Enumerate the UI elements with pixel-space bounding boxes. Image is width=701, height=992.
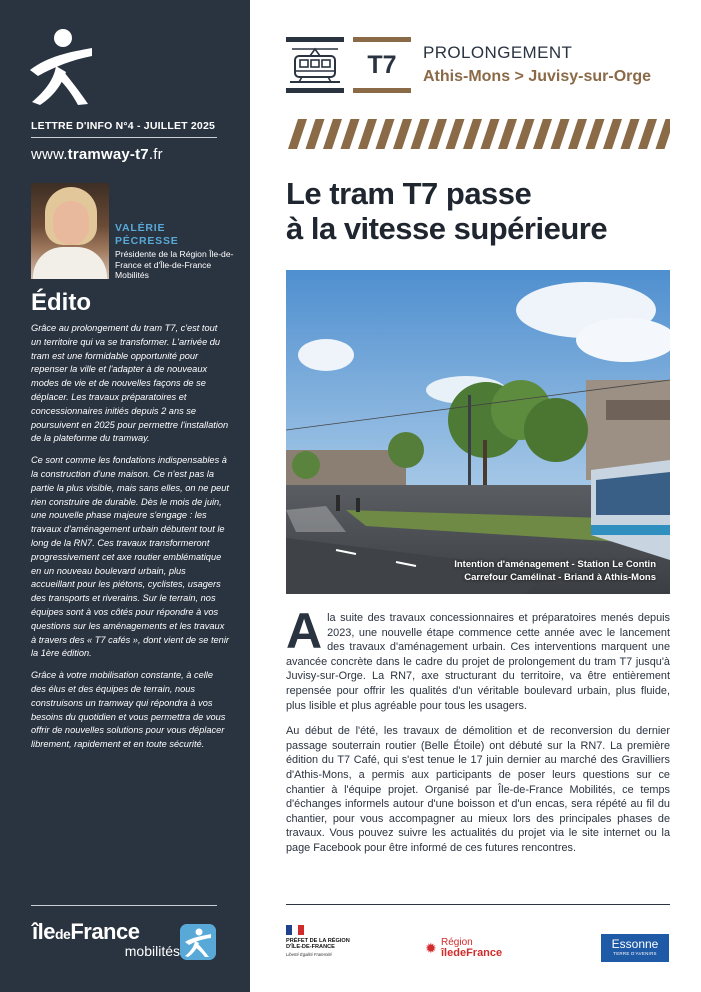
stripe xyxy=(306,119,325,149)
person-last-name: PÉCRESSE xyxy=(115,235,179,247)
stripe xyxy=(656,119,671,149)
sidebar-divider xyxy=(31,905,217,906)
prefet-motto: Liberté Égalité Fraternité xyxy=(286,952,332,958)
stripe xyxy=(446,119,465,149)
headline-line-1: Le tram T7 passe xyxy=(286,176,532,211)
stripe xyxy=(568,119,587,149)
article-paragraph-2: Au début de l'été, les travaux de démolition et de reconversion du dernier passage souterrain routier (Belle Étoile) ont débuté sur la RN7. La première édition du T7 Café, qui s'est tenue le 17 juin dernier au marché des Gravilliers d'Athis-Mons, a permis aux participants de poser leurs questions sur ce chantier à l'équipe projet. Organisé par Île-de-France Mobilités, ce temps d'échanges informels autour d'une boisson et d'un encas, sera répété au fil du chantier, pour vous accompagner au mieux lors des principales phases de travaux. Vous pouvez suivre les actualités du projet via le site internet ou la page Facebook pour être informé de ces futures rencontres. xyxy=(286,725,670,854)
brand-de: de xyxy=(54,926,71,942)
stripe xyxy=(376,119,395,149)
region-star-icon: ✹ xyxy=(425,940,437,956)
brand-france: France xyxy=(70,919,140,944)
stripe xyxy=(516,119,535,149)
website-domain: tramway-t7 xyxy=(67,146,149,163)
headline-line-2: à la vitesse supérieure xyxy=(286,211,608,246)
stripe xyxy=(463,119,482,149)
edito-paragraph: Grâce à votre mobilisation constante, à celle des élus et des équipes de terrain, nous construisons un tramway qui répondra à vos besoins du quotidien et vous permettra de vous offrir de nouvelles solutions pour vous déplacer librement, rapidement et en toute sécurité. xyxy=(31,670,226,750)
line-badge xyxy=(353,37,411,93)
prefet-text: PRÉFET DE LA RÉGION D'ÎLE-DE-FRANCE xyxy=(286,938,350,951)
route-label: Athis-Mons > Juvisy-sur-Orge xyxy=(423,68,652,85)
stripe xyxy=(393,119,412,149)
project-label: PROLONGEMENT xyxy=(423,43,573,62)
article-paragraph-1 xyxy=(286,603,670,713)
edito-paragraph: Ce sont comme les fondations indispensables à la construction d'une maison. Ce n'est pas la partie la plus visible, mais sans elles, on ne peut rien construire de durable. Dès le mois de juin, une nouvelle phase majeure s'engage : les travaux d'aménagement urbain débutent tout le long de la RN7. Ces travaux transformeront progressivement cet axe routier emblématique en un nouveau boulevard urbain, plus accueillant pour les piétons, cyclistes, usagers des transports et riverains. Sur le terrain, nos équipes sont à vos côtés pour répondre à vos questions sur les aménagements et les travaux à travers des « T7 cafés », dont vient de se tenir la 1ère édition. xyxy=(31,455,229,659)
station-rendering-photo xyxy=(286,270,670,594)
website-link[interactable] xyxy=(31,146,163,163)
brand-ile: île xyxy=(32,919,55,944)
footer-divider xyxy=(286,904,670,905)
region-label: Région xyxy=(441,937,473,948)
stripe xyxy=(323,119,342,149)
website-suffix: .fr xyxy=(148,146,163,163)
decorative-stripes xyxy=(288,119,670,149)
issue-label: LETTRE D'INFO N°4 - JUILLET 2025 xyxy=(31,120,217,138)
essonne-name: Essonne xyxy=(611,937,659,951)
edito-body xyxy=(31,322,229,760)
stripe xyxy=(411,119,430,149)
article-body xyxy=(286,603,670,867)
line-label: T7 xyxy=(367,51,397,79)
caption-line-1: Intention d'aménagement - Station Le Contin xyxy=(454,559,656,570)
article-paragraph-1-text: la suite des travaux concessionnaires et préparatoires menés depuis 2023, une nouvelle étape commence cette année avec le lancement des travaux d'aménagement urbain. Ces interventions marquent une avancée concrète dans le cadre du projet de prolongement du tram T7 jusqu'à Juvisy-sur-Orge. La RN7, axe structurant du territoire, va être entièrement repensée pour offrir les qualités d'un véritable boulevard urbain, plus fluide, plus lisible et plus agréable pour tous les usagers. xyxy=(286,612,670,712)
stripe xyxy=(638,119,657,149)
stripe xyxy=(586,119,605,149)
tram-icon xyxy=(286,37,344,93)
stripe xyxy=(358,119,377,149)
idfm-badge-icon xyxy=(180,924,216,960)
stripe xyxy=(621,119,640,149)
stripe xyxy=(551,119,570,149)
stripe xyxy=(341,119,360,149)
edito-paragraph: Grâce au prolongement du tram T7, c'est tout un territoire qui va se transformer. L'arrivée du tram est une formidable opportunité pour repenser la ville et l'adapter à de nouveaux modes de vie et de nouvelles façons de se déplacer. Les travaux préparatoires et concessionnaires initiés depuis 2 ans se poursuivent en 2025 pour permettre l'installation de la plateforme du tramway. xyxy=(31,323,229,444)
person-first-name: VALÉRIE xyxy=(115,222,166,234)
sidebar xyxy=(0,0,250,992)
portrait-photo xyxy=(31,183,109,279)
essonne-tagline: TERRE D'AVENIRS xyxy=(613,951,657,956)
photo-caption xyxy=(454,558,656,584)
french-flag-icon xyxy=(286,925,304,935)
stripe xyxy=(288,119,307,149)
stripe xyxy=(481,119,500,149)
stripe xyxy=(603,119,622,149)
idfm-logo xyxy=(32,919,182,959)
prefet-logo xyxy=(286,925,356,957)
stripe xyxy=(428,119,447,149)
headline xyxy=(286,176,676,246)
person-role: Présidente de la Région Île-de-France et d'Île-de-France Mobilités xyxy=(115,249,234,280)
brand-sub: mobilités xyxy=(124,943,180,959)
idfm-person-logo-icon xyxy=(26,26,96,106)
website-prefix: www. xyxy=(31,146,68,163)
person-name xyxy=(115,222,235,248)
dropcap: A xyxy=(286,603,323,659)
region-name: îledeFrance xyxy=(441,947,503,959)
edito-title: Édito xyxy=(31,289,91,316)
caption-line-2: Carrefour Camélinat - Briand à Athis-Mons xyxy=(464,572,656,583)
stripe xyxy=(498,119,517,149)
stripe xyxy=(533,119,552,149)
essonne-logo xyxy=(601,934,669,962)
